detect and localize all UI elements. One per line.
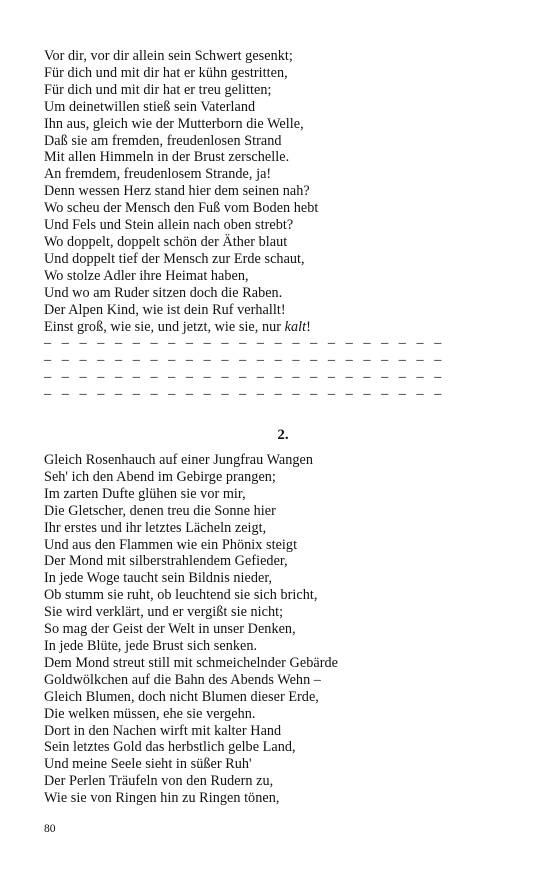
verse-line: Dem Mond streut still mit schmeichelnder Gebärde — [44, 654, 338, 671]
verse-line: In jede Woge taucht sein Bildnis nieder, — [44, 570, 273, 587]
section-number: 2. — [277, 427, 289, 443]
verse-line: Und meine Seele sieht in süßer Ruh' — [44, 756, 252, 773]
verse-line: Gleich Blumen, doch nicht Blumen dieser Erde, — [44, 688, 319, 705]
verse-line: Mit allen Himmeln in der Brust zerschelle. — [44, 149, 290, 166]
poem-stanza-2 — [44, 452, 514, 807]
verse-text: Einst groß, wie sie, und jetzt, wie sie, nur — [44, 318, 285, 335]
verse-line: Sie wird verklärt, und er vergißt sie nicht; — [44, 604, 284, 621]
verse-line: Und doppelt tief der Mensch zur Erde schaut, — [44, 250, 305, 267]
verse-line: Denn wessen Herz stand hier dem seinen nah? — [44, 183, 310, 200]
poem-stanza-1 — [44, 48, 514, 403]
verse-line: Der Alpen Kind, wie ist dein Ruf verhallt! — [44, 301, 286, 318]
verse-line: Die Gletscher, denen treu die Sonne hier — [44, 502, 276, 519]
verse-line: Der Perlen Träufeln von den Rudern zu, — [44, 773, 274, 790]
verse-line-last — [44, 319, 514, 336]
omission-dash-line: – – – – – – – – – – – – – – – – – – – – – – – — [44, 386, 445, 403]
verse-line: Goldwölkchen auf die Bahn des Abends Wehn – — [44, 671, 321, 688]
verse-line: Wo stolze Adler ihre Heimat haben, — [44, 267, 249, 284]
verse-line: Um deinetwillen stieß sein Vaterland — [44, 98, 256, 115]
verse-line: Ob stumm sie ruht, ob leuchtend sie sich bricht, — [44, 587, 318, 604]
verse-line: Wo doppelt, doppelt schön der Äther blaut — [44, 233, 288, 250]
verse-line: In jede Blüte, jede Brust sich senken. — [44, 637, 258, 654]
verse-line: An fremdem, freudenlosem Strande, ja! — [44, 166, 272, 183]
verse-line: Wo scheu der Mensch den Fuß vom Boden hebt — [44, 200, 319, 217]
verse-line: Daß sie am fremden, freudenlosen Strand — [44, 132, 282, 149]
omission-dash-line: – – – – – – – – – – – – – – – – – – – – – – – — [44, 352, 445, 369]
verse-line: Ihr erstes und ihr letztes Lächeln zeigt, — [44, 519, 267, 536]
verse-line: Für dich und mit dir hat er kühn gestritten, — [44, 64, 288, 81]
verse-line: Vor dir, vor dir allein sein Schwert gesenkt; — [44, 48, 293, 64]
verse-line: Seh' ich den Abend im Gebirge prangen; — [44, 468, 276, 485]
verse-line: So mag der Geist der Welt in unser Denken, — [44, 621, 296, 638]
verse-line: Dort in den Nachen wirft mit kalter Hand — [44, 722, 282, 739]
verse-line: Gleich Rosenhauch auf einer Jungfrau Wangen — [44, 452, 314, 468]
page-number: 80 — [44, 823, 56, 835]
omission-dash-line: – – – – – – – – – – – – – – – – – – – – – – – — [44, 335, 445, 352]
verse-line: Und Fels und Stein allein nach oben strebt? — [44, 217, 294, 234]
verse-line: Wie sie von Ringen hin zu Ringen tönen, — [44, 790, 280, 807]
verse-line: Im zarten Dufte glühen sie vor mir, — [44, 485, 246, 502]
verse-line: Die welken müssen, ehe sie vergehn. — [44, 705, 256, 722]
omission-dash-line: – – – – – – – – – – – – – – – – – – – – – – – — [44, 369, 445, 386]
verse-line: Und wo am Ruder sitzen doch die Raben. — [44, 284, 283, 301]
verse-line: Ihn aus, gleich wie der Mutterborn die Welle, — [44, 115, 304, 132]
verse-line: Sein letztes Gold das herbstlich gelbe Land, — [44, 739, 296, 756]
verse-line: Für dich und mit dir hat er treu gelitten; — [44, 81, 272, 98]
italic-word: kalt — [284, 318, 307, 335]
verse-line: Und aus den Flammen wie ein Phönix steigt — [44, 536, 298, 553]
verse-punctuation: ! — [306, 318, 311, 335]
verse-line: Der Mond mit silberstrahlendem Gefieder, — [44, 553, 288, 570]
